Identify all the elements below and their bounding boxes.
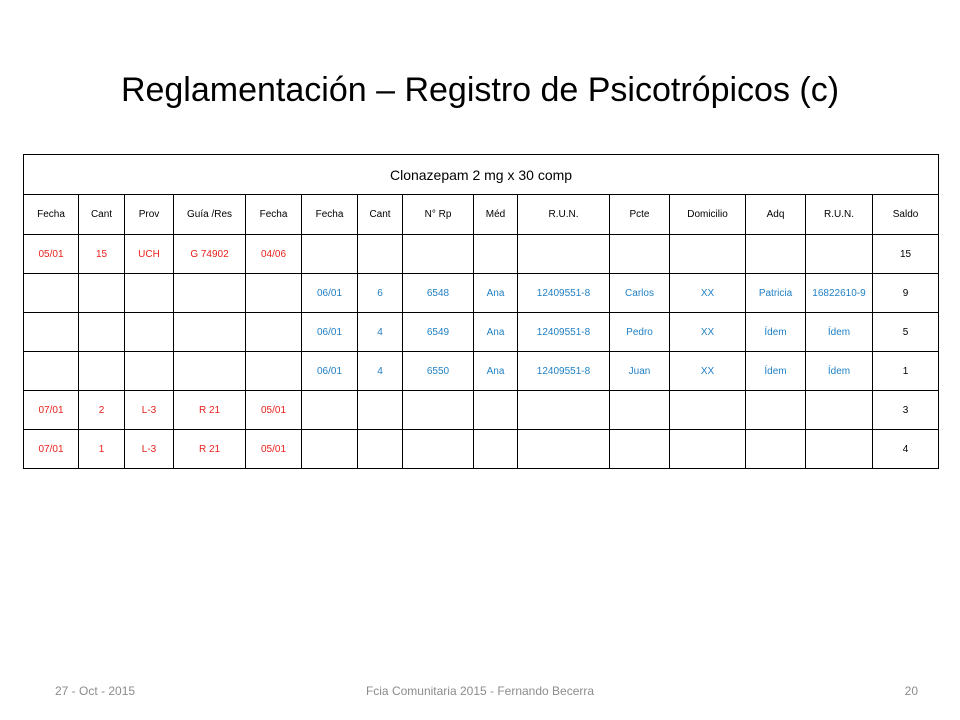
table-cell [79,274,125,313]
table-header-row [24,195,939,235]
table-cell: 15 [873,235,939,274]
table-cell [670,235,746,274]
table-cell [24,352,79,391]
table-cell: Ídem [806,352,873,391]
column-header: Saldo [873,195,939,235]
table-cell [806,391,873,430]
table-cell: Pedro [610,313,670,352]
column-header: R.U.N. [806,195,873,235]
slide-title: Reglamentación – Registro de Psicotrópicos (c) [120,71,840,109]
footer-author: Fcia Comunitaria 2015 - Fernando Becerra [365,684,595,698]
table-cell [403,430,474,469]
psychotropic-registry-table [23,154,939,469]
table-row [24,235,939,274]
table-cell: Ídem [746,313,806,352]
column-header: N° Rp [403,195,474,235]
footer-page-number: 20 [904,684,918,698]
table-cell: 12409551-8 [518,274,610,313]
table-cell [79,352,125,391]
table-cell: 6548 [403,274,474,313]
table-cell [518,430,610,469]
table-cell: G 74902 [174,235,246,274]
table-cell: Ana [474,313,518,352]
column-header: Pcte [610,195,670,235]
table-cell: 4 [358,352,403,391]
table-cell [610,430,670,469]
table-cell [174,352,246,391]
footer-date: 27 - Oct - 2015 [55,684,136,698]
table-cell: Ídem [806,313,873,352]
table-cell [358,235,403,274]
table-cell: Patricia [746,274,806,313]
table-cell [302,430,358,469]
table-cell: L-3 [125,391,174,430]
column-header: Guía /Res [174,195,246,235]
table-cell: 16822610-9 [806,274,873,313]
table-cell [518,391,610,430]
table-cell [24,274,79,313]
table-row [24,274,939,313]
table-cell: Juan [610,352,670,391]
table-cell [174,274,246,313]
table-cell [670,391,746,430]
table-cell: 05/01 [246,391,302,430]
table-cell [125,352,174,391]
table-cell: 05/01 [246,430,302,469]
table-row [24,313,939,352]
table-cell [746,391,806,430]
table-cell: 06/01 [302,274,358,313]
table-cell [403,235,474,274]
table-cell: 04/06 [246,235,302,274]
table-cell [474,235,518,274]
table-cell: Ídem [746,352,806,391]
table-cell [358,391,403,430]
table-cell [474,430,518,469]
table-cell: 07/01 [24,430,79,469]
table-cell [518,235,610,274]
table-cell [610,391,670,430]
table-cell [125,274,174,313]
table-cell [174,313,246,352]
table-cell: Ana [474,274,518,313]
table-cell: XX [670,313,746,352]
table-cell: R 21 [174,430,246,469]
column-header: R.U.N. [518,195,610,235]
table-cell: 12409551-8 [518,352,610,391]
table-cell [246,313,302,352]
table-cell: Carlos [610,274,670,313]
table-cell [246,274,302,313]
column-header: Domicilio [670,195,746,235]
table-row [24,391,939,430]
table-cell [746,235,806,274]
table-cell: 4 [358,313,403,352]
table-cell: 06/01 [302,352,358,391]
table-cell [125,313,174,352]
table-cell: 6 [358,274,403,313]
table-cell [610,235,670,274]
table-cell [358,430,403,469]
table-cell: XX [670,274,746,313]
table-cell: 6549 [403,313,474,352]
table-cell [302,235,358,274]
column-header: Adq [746,195,806,235]
table-cell: 12409551-8 [518,313,610,352]
table-cell [246,352,302,391]
table-cell: Ana [474,352,518,391]
table-cell: 15 [79,235,125,274]
table-cell: R 21 [174,391,246,430]
column-header: Cant [79,195,125,235]
table-cell [806,430,873,469]
table-cell [79,313,125,352]
table-row [24,430,939,469]
table-cell: 9 [873,274,939,313]
column-header: Fecha [302,195,358,235]
table-cell [670,430,746,469]
column-header: Fecha [246,195,302,235]
table-cell: UCH [125,235,174,274]
table-cell: 06/01 [302,313,358,352]
table-cell [474,391,518,430]
table-row [24,352,939,391]
table-cell [746,430,806,469]
column-header: Cant [358,195,403,235]
table-cell: L-3 [125,430,174,469]
table-cell: 4 [873,430,939,469]
table-cell: 1 [873,352,939,391]
table-cell: 3 [873,391,939,430]
column-header: Prov [125,195,174,235]
table-cell [302,391,358,430]
table-caption-row [24,155,939,195]
table-cell: 6550 [403,352,474,391]
table-cell: 2 [79,391,125,430]
table-cell [403,391,474,430]
column-header: Méd [474,195,518,235]
table-cell [806,235,873,274]
table-cell: 5 [873,313,939,352]
table-cell: 1 [79,430,125,469]
table-cell [24,313,79,352]
table-cell: 05/01 [24,235,79,274]
table-caption: Clonazepam 2 mg x 30 comp [24,155,939,195]
table-cell: 07/01 [24,391,79,430]
table-cell: XX [670,352,746,391]
column-header: Fecha [24,195,79,235]
table-body [24,235,939,469]
